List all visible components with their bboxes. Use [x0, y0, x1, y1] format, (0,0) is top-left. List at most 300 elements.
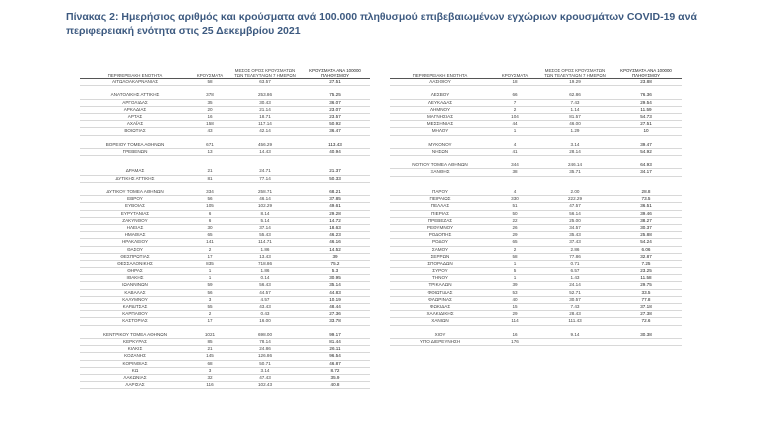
- region-cell: ΚΑΛΥΜΝΟΥ: [122, 296, 148, 302]
- cases-cell: 1: [208, 275, 212, 281]
- cases-cell: 1: [513, 128, 517, 134]
- cases-cell: 7: [513, 99, 517, 105]
- cases-cell: 5: [513, 268, 517, 274]
- table-row: [80, 92, 370, 99]
- cases-cell: 81: [207, 175, 213, 181]
- cases-cell: 105: [206, 203, 214, 209]
- cases-cell: 21: [207, 346, 213, 352]
- rate-cell: 29.54: [640, 99, 652, 105]
- mean-cell: 3.14: [570, 141, 580, 147]
- table-row: [80, 339, 370, 346]
- cases-cell: 13: [207, 148, 213, 154]
- mean-cell: 0.43: [260, 311, 270, 317]
- region-cell: ΑΡΚΑΔΙΑΣ: [123, 106, 147, 112]
- region-cell: ΚΟΖΑΝΗΣ: [124, 353, 146, 359]
- mean-cell: 24.86: [259, 346, 271, 352]
- mean-cell: 117.14: [258, 121, 272, 127]
- table-row: [80, 247, 370, 254]
- region-cell: ΡΕΘΥΜΝΟΥ: [426, 224, 454, 230]
- table-row: [390, 268, 682, 275]
- region-cell: ΛΑΣΙΘΙΟΥ: [429, 79, 451, 84]
- cases-cell: 41: [512, 148, 518, 154]
- mean-cell: 43.43: [259, 304, 271, 309]
- cases-cell: 15: [512, 304, 518, 309]
- rate-cell: 48.44: [329, 304, 341, 309]
- table-row: [390, 196, 682, 203]
- table-row: [390, 121, 682, 128]
- region-cell: ΓΡΕΒΕΝΩΝ: [122, 148, 148, 154]
- table-row: [80, 107, 370, 114]
- table-row: [390, 211, 682, 218]
- mean-cell: 253.86: [257, 92, 273, 98]
- rate-cell: 68.21: [329, 189, 341, 194]
- rate-cell: 33.5: [641, 289, 651, 295]
- region-cell: ΔΥΤΙΚΗΣ ΑΤΤΙΚΗΣ: [115, 175, 155, 181]
- region-cell: ΘΗΡΑΣ: [127, 268, 143, 274]
- cases-cell: 30: [207, 224, 213, 230]
- cases-cell: 17: [207, 253, 213, 259]
- region-cell: ΗΜΑΘΙΑΣ: [124, 232, 146, 238]
- cases-cell: 344: [511, 162, 519, 168]
- cases-cell: 32: [207, 374, 213, 380]
- cases-cell: 85: [207, 338, 213, 344]
- cases-cell: 39: [512, 282, 518, 288]
- table-row: [80, 79, 370, 86]
- cases-cell: 17: [207, 318, 213, 324]
- rate-cell: 27.51: [329, 79, 341, 84]
- region-cell: ΑΝΑΤΟΛΙΚΗΣ ΑΤΤΙΚΗΣ: [110, 92, 160, 98]
- rate-cell: 25.88: [640, 232, 652, 238]
- rate-cell: 36.51: [640, 203, 652, 209]
- region-cell: ΧΙΟΥ: [434, 331, 446, 337]
- region-cell: ΧΑΛΚΙΔΙΚΗΣ: [426, 311, 454, 317]
- rate-cell: 113.43: [328, 141, 342, 147]
- region-cell: ΞΑΝΘΗΣ: [430, 169, 450, 175]
- table-row: [80, 100, 370, 107]
- cases-cell: 55: [207, 304, 213, 309]
- region-cell: ΠΡΕΒΕΖΑΣ: [427, 217, 453, 223]
- table-row: [390, 261, 682, 268]
- mean-cell: 28.14: [569, 148, 581, 154]
- rate-cell: 54.24: [640, 239, 652, 245]
- region-cell: ΝΟΤΙΟΥ ΤΟΜΕΑ ΑΘΗΝΩΝ: [412, 162, 468, 168]
- table-row: [390, 128, 682, 135]
- rate-cell: 35.9: [330, 374, 340, 380]
- table-row: [80, 304, 370, 311]
- mean-cell: 102.29: [257, 203, 273, 209]
- table-row: [390, 339, 682, 346]
- table-row: [390, 218, 682, 225]
- region-cell: ΜΥΚΟΝΟΥ: [428, 141, 452, 147]
- cases-cell: 671: [206, 141, 214, 147]
- table-row: [80, 239, 370, 246]
- region-cell: ΣΥΡΟΥ: [432, 268, 448, 274]
- rate-cell: 10.19: [329, 296, 341, 302]
- rate-cell: 30.37: [640, 224, 652, 230]
- region-cell: ΕΥΡΥΤΑΝΙΑΣ: [120, 210, 150, 216]
- table-row: [80, 297, 370, 304]
- rate-cell: 75.2: [330, 260, 340, 266]
- mean-cell: 35.71: [569, 169, 581, 175]
- rate-cell: 5.3: [331, 268, 339, 274]
- table-row: [390, 149, 682, 156]
- region-cell: ΚΩ: [131, 367, 139, 373]
- mean-cell: 2.00: [570, 189, 580, 194]
- cases-cell: 58: [512, 253, 518, 259]
- region-cell: ΚΑΣΤΟΡΙΑΣ: [122, 318, 148, 324]
- mean-cell: 126.86: [257, 353, 273, 359]
- mean-cell: 8.14: [260, 210, 270, 216]
- rate-cell: 36.47: [329, 128, 341, 134]
- rate-cell: 32.87: [640, 253, 652, 259]
- table-row: [80, 121, 370, 128]
- cases-cell: 378: [206, 92, 214, 98]
- rate-cell: 77.8: [641, 296, 651, 302]
- header-region: ΠΕΡΙΦΕΡΕΙΑΚΗ ΕΝΟΤΗΤΑ: [107, 72, 163, 78]
- table-row: [80, 142, 370, 149]
- table-row: [390, 114, 682, 121]
- region-cell: ΛΑΚΩΝΙΑΣ: [123, 374, 147, 380]
- table-row: [390, 282, 682, 289]
- rate-cell: 38.27: [640, 217, 652, 223]
- left-table: [80, 64, 370, 389]
- header-per-100k: ΚΡΟΥΣΜΑΤΑ ΑΝΑ 100000 ΠΛΗΘΥΣΜΟΥ: [309, 67, 361, 78]
- mean-cell: 114.71: [258, 239, 272, 245]
- table-row: [390, 142, 682, 149]
- region-cell: ΗΡΑΚΛΕΙΟΥ: [121, 239, 149, 245]
- rate-cell: 7.25: [641, 260, 651, 266]
- table-row: [390, 290, 682, 297]
- cases-cell: 330: [511, 196, 519, 202]
- table-row: [80, 218, 370, 225]
- cases-cell: 176: [511, 338, 519, 344]
- table-row: [80, 176, 370, 183]
- region-cell: ΑΧΑΪΑΣ: [126, 121, 144, 127]
- header-cases: ΚΡΟΥΣΜΑΤΑ: [501, 72, 529, 78]
- mean-cell: 44.57: [259, 289, 271, 295]
- mean-cell: 1.86: [260, 246, 270, 252]
- cases-cell: 56: [207, 196, 213, 202]
- table-row: [390, 297, 682, 304]
- cases-cell: 6: [208, 210, 212, 216]
- mean-cell: 1.86: [260, 268, 270, 274]
- table-row: [80, 196, 370, 203]
- table-row: [390, 275, 682, 282]
- mean-cell: 50.71: [259, 360, 271, 366]
- rate-cell: 46.87: [329, 360, 341, 366]
- region-cell: ΙΘΑΚΗΣ: [126, 275, 144, 281]
- table-row: [390, 225, 682, 232]
- rate-cell: 35.14: [329, 282, 341, 288]
- cases-cell: 2: [208, 246, 212, 252]
- region-cell: ΜΗΛΟΥ: [431, 128, 449, 134]
- cases-cell: 66: [512, 92, 518, 98]
- cases-cell: 114: [511, 318, 519, 324]
- table-row: [80, 189, 370, 196]
- region-cell: ΚΟΡΙΝΘΙΑΣ: [122, 360, 148, 366]
- mean-cell: 47.57: [569, 203, 581, 209]
- mean-cell: 34.57: [569, 224, 581, 230]
- rate-cell: 29.75: [640, 282, 652, 288]
- rate-cell: 50.33: [329, 175, 341, 181]
- table-row: [80, 318, 370, 325]
- mean-cell: 46.14: [259, 196, 271, 202]
- rate-cell: 23.57: [329, 113, 341, 119]
- region-cell: ΕΥΒΟΙΑΣ: [125, 203, 145, 209]
- region-cell: ΜΕΣΣΗΝΙΑΣ: [426, 121, 454, 127]
- cases-cell: 43: [207, 128, 213, 134]
- table-row: [390, 254, 682, 261]
- mean-cell: 1.29: [570, 128, 580, 134]
- mean-cell: 18.71: [259, 113, 271, 119]
- cases-cell: 4: [513, 189, 517, 194]
- mean-cell: 52.71: [569, 289, 581, 295]
- table-row: [80, 261, 370, 268]
- cases-cell: 59: [207, 282, 213, 288]
- region-cell: ΠΕΙΡΑΙΩΣ: [429, 196, 451, 202]
- mean-cell: 0.71: [570, 260, 580, 266]
- header-per-100k: ΚΡΟΥΣΜΑΤΑ ΑΝΑ 100000 ΠΛΗΘΥΣΜΟΥ: [620, 67, 672, 78]
- table-row: [80, 168, 370, 175]
- region-cell: ΡΟΔΟΠΗΣ: [428, 232, 452, 238]
- region-cell: ΘΕΣΠΡΩΤΙΑΣ: [120, 253, 150, 259]
- cases-cell: 65: [512, 239, 518, 245]
- right-table-header: [390, 64, 682, 79]
- cases-cell: 35: [207, 99, 213, 105]
- cases-cell: 1021: [204, 331, 216, 337]
- rate-cell: 30.95: [329, 275, 341, 281]
- table-row: [80, 361, 370, 368]
- cases-cell: 1: [513, 260, 517, 266]
- mean-cell: 7.43: [570, 99, 580, 105]
- rate-cell: 39.46: [640, 210, 652, 216]
- header-7day-mean: ΜΕΣΟΣ ΟΡΟΣ ΚΡΟΥΣΜΑΤΩΝ ΤΩΝ ΤΕΛΕΥΤΑΙΩΝ 7 ΗΜΕΡΩΝ: [544, 67, 606, 78]
- rate-cell: 8.72: [330, 367, 340, 373]
- rate-cell: 33.78: [329, 318, 341, 324]
- rate-cell: 37.18: [640, 304, 652, 309]
- mean-cell: 42.14: [259, 128, 271, 134]
- mean-cell: 46.00: [569, 121, 581, 127]
- mean-cell: 456.29: [257, 141, 273, 147]
- table-row: [80, 275, 370, 282]
- mean-cell: 9.14: [570, 331, 580, 337]
- mean-cell: 102.43: [257, 382, 273, 388]
- region-cell: ΦΛΩΡΙΝΑΣ: [428, 296, 452, 302]
- rate-cell: 36.07: [329, 99, 341, 105]
- table-row: [390, 232, 682, 239]
- rate-cell: 76.36: [640, 92, 652, 98]
- mean-cell: 718.86: [257, 260, 273, 266]
- table-row: [390, 247, 682, 254]
- cases-cell: 20: [207, 106, 213, 112]
- cases-cell: 21: [207, 168, 213, 174]
- cases-cell: 26: [512, 224, 518, 230]
- table-row: [80, 203, 370, 210]
- region-cell: ΚΑΡΠΑΘΟΥ: [122, 311, 148, 317]
- region-cell: ΒΟΙΩΤΙΑΣ: [124, 128, 146, 134]
- mean-cell: 24.71: [259, 168, 271, 174]
- right-table: [390, 64, 682, 346]
- region-cell: ΑΙΤΩΛΟΑΚΑΡΝΑΝΙΑΣ: [111, 79, 159, 84]
- region-cell: ΜΑΓΝΗΣΙΑΣ: [426, 113, 454, 119]
- header-7day-mean: ΜΕΣΟΣ ΟΡΟΣ ΚΡΟΥΣΜΑΤΩΝ ΤΩΝ ΤΕΛΕΥΤΑΙΩΝ 7 ΗΜΕΡΩΝ: [234, 67, 296, 78]
- cases-cell: 158: [206, 121, 214, 127]
- mean-cell: 47.43: [259, 374, 271, 380]
- mean-cell: 21.14: [259, 106, 271, 112]
- mean-cell: [540, 339, 610, 345]
- rate-cell: 54.73: [640, 113, 652, 119]
- mean-cell: 78.14: [259, 338, 271, 344]
- region-cell: ΘΑΣΟΥ: [127, 246, 143, 252]
- rate-cell: 10: [643, 128, 649, 134]
- cases-cell: 1: [513, 275, 517, 281]
- mean-cell: 14.43: [259, 148, 271, 154]
- cases-cell: 3: [208, 367, 212, 373]
- cases-cell: 2: [513, 106, 517, 112]
- mean-cell: 222.29: [567, 196, 583, 202]
- rate-cell: 34.17: [640, 169, 652, 175]
- region-cell: ΛΕΣΒΟΥ: [430, 92, 450, 98]
- table-row: [80, 128, 370, 135]
- table-row: [80, 211, 370, 218]
- cases-cell: 51: [512, 203, 518, 209]
- region-cell: ΗΛΕΙΑΣ: [126, 224, 144, 230]
- table-row: [80, 114, 370, 121]
- region-cell: ΔΡΑΜΑΣ: [125, 168, 145, 174]
- cases-cell: 3: [208, 296, 212, 302]
- mean-cell: 30.43: [259, 99, 271, 105]
- cases-cell: 29: [512, 311, 518, 317]
- left-table-body: [80, 79, 370, 389]
- mean-cell: 258.71: [257, 189, 273, 194]
- rate-cell: 28.8: [641, 189, 651, 194]
- cases-cell: 116: [206, 382, 214, 388]
- region-cell: ΦΘΙΩΤΙΔΑΣ: [427, 289, 453, 295]
- region-cell: ΣΕΡΡΩΝ: [430, 253, 450, 259]
- cases-cell: 40: [512, 296, 518, 302]
- region-cell: ΔΥΤΙΚΟΥ ΤΟΜΕΑ ΑΘΗΝΩΝ: [106, 189, 164, 194]
- table-row: [80, 268, 370, 275]
- cases-cell: 1: [208, 268, 212, 274]
- table-row: [390, 92, 682, 99]
- table-row: [390, 169, 682, 176]
- rate-cell: 26.11: [329, 346, 341, 352]
- region-cell: ΚΑΡΔΙΤΣΑΣ: [122, 304, 148, 309]
- header-cases: ΚΡΟΥΣΜΑΤΑ: [196, 72, 224, 78]
- mean-cell: 25.00: [569, 217, 581, 223]
- mean-cell: 16.00: [259, 318, 271, 324]
- mean-cell: 62.86: [569, 92, 581, 98]
- table-row: [80, 311, 370, 318]
- cases-cell: 44: [512, 121, 518, 127]
- rate-cell: 30.38: [640, 331, 652, 337]
- mean-cell: 56.14: [569, 210, 581, 216]
- table-row: [80, 368, 370, 375]
- rate-cell: 40.94: [329, 148, 341, 154]
- region-cell: ΣΑΜΟΥ: [431, 246, 449, 252]
- mean-cell: 2.86: [570, 246, 580, 252]
- table-row: [80, 290, 370, 297]
- cases-cell: 68: [207, 360, 213, 366]
- region-cell: ΤΗΝΟΥ: [432, 275, 448, 281]
- cases-cell: 50: [512, 210, 518, 216]
- table-row: [390, 332, 682, 339]
- region-cell: ΝΗΣΩΝ: [431, 148, 449, 154]
- region-cell: ΑΡΓΟΛΙΔΑΣ: [122, 99, 148, 105]
- rate-cell: 44.83: [329, 289, 341, 295]
- rate-cell: 64.93: [640, 162, 652, 168]
- table-row: [390, 189, 682, 196]
- mean-cell: 4.57: [260, 296, 270, 302]
- region-cell: ΒΟΡΕΙΟΥ ΤΟΜΕΑ ΑΘΗΝΩΝ: [105, 141, 165, 147]
- table-row: [80, 375, 370, 382]
- cases-cell: 29: [512, 232, 518, 238]
- region-cell: ΕΒΡΟΥ: [127, 196, 143, 202]
- mean-cell: 35.43: [569, 232, 581, 238]
- region-cell: ΤΡΙΚΑΛΩΝ: [428, 282, 452, 288]
- region-cell: ΠΕΛΛΑΣ: [430, 203, 450, 209]
- rate-cell: 29.28: [329, 210, 341, 216]
- region-cell: ΑΡΤΑΣ: [127, 113, 143, 119]
- region-cell: ΦΩΚΙΔΑΣ: [429, 304, 451, 309]
- cases-cell: 2: [208, 311, 212, 317]
- rate-cell: 18.63: [329, 224, 341, 230]
- rate-cell: 11.59: [640, 106, 652, 112]
- rate-cell: 23.07: [329, 106, 341, 112]
- table-row: [390, 318, 682, 325]
- table-row: [390, 79, 682, 86]
- cases-cell: 16: [207, 113, 213, 119]
- rate-cell: 23.25: [640, 268, 652, 274]
- region-cell: ΘΕΣΣΑΛΟΝΙΚΗΣ: [117, 260, 153, 266]
- table-row: [80, 282, 370, 289]
- mean-cell: 37.43: [569, 239, 581, 245]
- cases-cell: 53: [512, 289, 518, 295]
- region-cell: ΧΑΝΙΩΝ: [431, 318, 449, 324]
- region-cell: ΚΑΒΑΛΑΣ: [124, 289, 146, 295]
- region-cell: ΛΕΥΚΑΔΑΣ: [427, 99, 453, 105]
- region-cell: ΣΠΟΡΑΔΩΝ: [427, 260, 453, 266]
- cases-cell: 104: [511, 113, 519, 119]
- rate-cell: 46.16: [329, 239, 341, 245]
- mean-cell: 56.43: [259, 282, 271, 288]
- mean-cell: 7.43: [570, 304, 580, 309]
- mean-cell: 37.14: [259, 224, 271, 230]
- mean-cell: 28.43: [569, 311, 581, 317]
- rate-cell: 40.8: [330, 382, 340, 388]
- table-row: [390, 203, 682, 210]
- mean-cell: 30.57: [569, 296, 581, 302]
- table-row: [390, 304, 682, 311]
- rate-cell: 27.38: [640, 311, 652, 317]
- mean-cell: 5.14: [260, 217, 270, 223]
- cases-cell: 16: [512, 331, 518, 337]
- cases-cell: 6: [208, 217, 212, 223]
- cases-cell: 58: [207, 79, 213, 84]
- rate-cell: 81.44: [329, 338, 341, 344]
- region-cell: ΠΙΕΡΙΑΣ: [431, 210, 449, 216]
- table-row: [80, 254, 370, 261]
- rate-cell: 75.25: [329, 92, 341, 98]
- rate-cell: 14.52: [329, 246, 341, 252]
- table-row: [80, 382, 370, 389]
- table-row: [80, 353, 370, 360]
- left-table-header: [80, 64, 370, 79]
- table-title: Πίνακας 2: Ημερήσιος αριθμός και κρούσματα ανά 100.000 πληθυσμού επιβεβαιωμένων εγχώριων κρουσμάτων COVID-19 ανά περιφερειακή ενότητα στις 25 Δεκεμβρίου 2021: [66, 11, 697, 37]
- table-row: [80, 232, 370, 239]
- rate-cell: 39: [332, 253, 338, 259]
- cases-cell: 18: [512, 79, 518, 84]
